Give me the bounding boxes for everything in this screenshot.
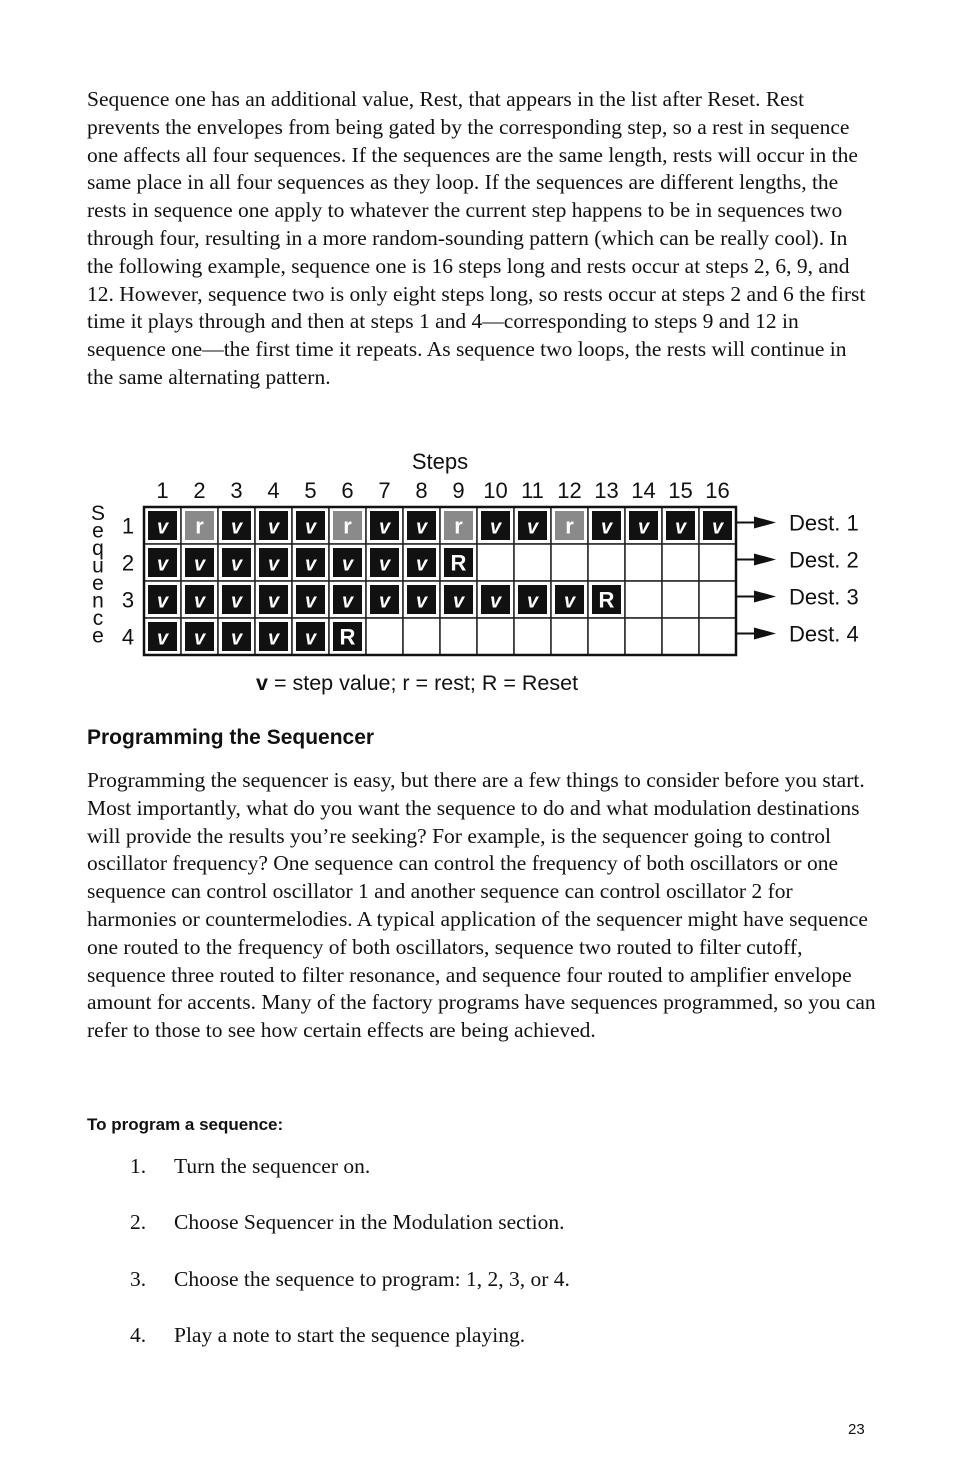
step-number-label: 10 [483, 478, 508, 503]
reset-mark: R [450, 550, 467, 576]
sequence-label-letter: c [92, 607, 104, 630]
step-value-mark: v [415, 590, 428, 613]
step-text: Choose Sequencer in the Modulation section. [174, 1210, 565, 1234]
grid-cell [514, 544, 551, 581]
step-value-mark: v [156, 627, 169, 650]
grid-cell [625, 544, 662, 581]
step-value-mark: v [711, 516, 724, 539]
row-label: 1 [121, 513, 135, 539]
step-text: Play a note to start the sequence playing. [174, 1323, 526, 1347]
legend-v: v [256, 671, 268, 695]
grid-cell [588, 544, 625, 581]
sequence-label-letter: u [92, 554, 104, 578]
grid-cell [625, 581, 662, 618]
destination-label: Dest. 3 [789, 584, 859, 610]
legend [256, 671, 578, 695]
step-value-mark: v [267, 553, 280, 576]
rest-mark: r [565, 513, 574, 539]
rest-mark: r [343, 513, 352, 539]
step-value-mark: v [637, 516, 650, 539]
step-value-mark: v [378, 590, 391, 613]
grid-cell [403, 618, 440, 655]
sequence-label-letter: S [90, 502, 106, 525]
step-number-label: 4 [267, 478, 280, 503]
step-value-mark: v [304, 553, 317, 576]
grid-cell [588, 618, 625, 655]
grid-cell [514, 618, 551, 655]
grid-cell [477, 618, 514, 655]
section-heading: Programming the Sequencer [87, 726, 375, 749]
step-value-mark: v [452, 590, 465, 613]
step-number-label: 9 [452, 478, 465, 503]
step-number-label: 12 [557, 478, 582, 503]
step-number-label: 14 [631, 478, 656, 503]
step-number-label: 2 [193, 478, 206, 503]
sequence-label-letter: q [92, 537, 104, 560]
step-value-mark: v [304, 590, 317, 613]
arrow-head [754, 517, 776, 529]
grid-cell [662, 581, 699, 618]
step-value-mark: v [156, 516, 169, 539]
step-number-label: 8 [415, 478, 428, 503]
step-value-mark: v [267, 516, 280, 539]
step-value-mark: v [230, 627, 243, 650]
step-value-mark: v [267, 590, 280, 613]
legend-text: = step value; r = rest; R = Reset [267, 671, 579, 695]
intro-paragraph: Sequence one has an additional value, Rest, that appears in the list after Reset. Rest prevents the envelopes from being gated by the corresponding step, so a rest in sequence one affects all four sequences. If the sequences are the same length, rests will occur in the same place in all four sequences as they loop. If the sequences are different lengths, the rests in sequence one apply to whatever the current step happens to be in sequences two through four, resulting in a more random-sounding pattern (which can be really cool). In the following example, sequence one is 16 steps long and rests occur at steps 2, 6, 9, and 12. However, sequence two is only eight steps long, so rests occur at steps 2 and 6 the first time it plays through and then at steps 1 and 4—corresponding to steps 9 and 12 in sequence one—the first time it repeats. As sequence two loops, the rests will continue in the same alternating pattern. [87, 87, 866, 389]
rest-mark: r [195, 513, 204, 539]
sequencer-diagram [0, 440, 954, 710]
step-value-mark: v [489, 590, 502, 613]
step-number: 2. [130, 1210, 147, 1234]
subheading: To program a sequence: [87, 1115, 284, 1134]
sequence-label-letter: n [92, 589, 104, 613]
step-value-mark: v [378, 516, 391, 539]
arrow-head [754, 591, 776, 603]
step-value-mark: v [526, 590, 539, 613]
step-number-label: 5 [304, 478, 317, 503]
grid-cell [477, 544, 514, 581]
step-value-mark: v [489, 516, 502, 539]
step-value-mark: v [341, 553, 354, 576]
step-value-mark: v [304, 627, 317, 650]
grid-cell [551, 618, 588, 655]
row-label: 4 [121, 624, 135, 650]
step-value-mark: v [415, 553, 428, 576]
step-value-mark: v [193, 590, 206, 613]
step-value-mark: v [378, 553, 391, 576]
arrow-head [754, 554, 776, 566]
grid-cell [699, 618, 736, 655]
step-number: 4. [130, 1323, 147, 1347]
step-number-label: 6 [341, 478, 354, 503]
destination-label: Dest. 4 [789, 621, 859, 647]
step-number-label: 1 [156, 478, 169, 503]
destination-label: Dest. 1 [789, 510, 859, 536]
step-number-label: 13 [594, 478, 619, 503]
step-number-label: 3 [230, 478, 243, 503]
step-value-mark: v [341, 590, 354, 613]
sequence-label-letter: e [92, 519, 104, 543]
reset-mark: R [339, 624, 356, 650]
step-value-mark: v [156, 553, 169, 576]
step-number: 3. [130, 1267, 147, 1291]
step-value-mark: v [230, 590, 243, 613]
sequence-label-letter: e [92, 572, 104, 595]
programming-paragraph: Programming the sequencer is easy, but there are a few things to consider before you start. Most importantly, what do you want the sequence to do and what modulation destinations will provide the results you’re seeking? For example, is the sequencer going to control oscillator frequency? One sequence can control the frequency of both oscillators or one sequence can control oscillator 1 and another sequence can control oscillator 2 for harmonies or countermelodies. A typical application of the sequencer might have sequence one routed to the frequency of both oscillators, sequence two routed to filter cutoff, sequence three routed to filter resonance, and sequence four routed to amplifier envelope amount for accents. Many of the factory programs have sequences programmed, so you can refer to those to see how certain effects are being achieved. [87, 768, 876, 1043]
rest-mark: r [454, 513, 463, 539]
grid-cell [366, 618, 403, 655]
sequencer-grid-svg [0, 440, 954, 710]
step-value-mark: v [304, 516, 317, 539]
grid-cell [440, 618, 477, 655]
step-number: 1. [130, 1154, 147, 1178]
grid-cell [699, 544, 736, 581]
step-text: Choose the sequence to program: 1, 2, 3, or 4. [174, 1267, 570, 1291]
grid-cell [699, 581, 736, 618]
step-value-mark: v [563, 590, 576, 613]
step-number-label: 7 [378, 478, 391, 503]
step-value-mark: v [156, 590, 169, 613]
arrow-head [754, 628, 776, 640]
destination-label: Dest. 2 [789, 547, 859, 573]
row-label: 2 [121, 550, 135, 576]
grid-cell [662, 618, 699, 655]
step-value-mark: v [193, 553, 206, 576]
step-value-mark: v [674, 516, 687, 539]
step-number-label: 16 [705, 478, 730, 503]
step-value-mark: v [267, 627, 280, 650]
step-value-mark: v [230, 553, 243, 576]
sequence-label-letter: e [92, 624, 104, 648]
steps-label: Steps [411, 449, 469, 474]
step-value-mark: v [193, 627, 206, 650]
grid-cell [551, 544, 588, 581]
step-value-mark: v [600, 516, 613, 539]
row-label: 3 [121, 587, 135, 613]
step-value-mark: v [415, 516, 428, 539]
step-number-label: 11 [521, 478, 544, 503]
grid-cell [625, 618, 662, 655]
step-text: Turn the sequencer on. [174, 1154, 371, 1178]
step-value-mark: v [526, 516, 539, 539]
reset-mark: R [598, 587, 615, 613]
page-number: 23 [848, 1421, 865, 1438]
step-value-mark: v [230, 516, 243, 539]
grid-cell [662, 544, 699, 581]
step-number-label: 15 [668, 478, 693, 503]
